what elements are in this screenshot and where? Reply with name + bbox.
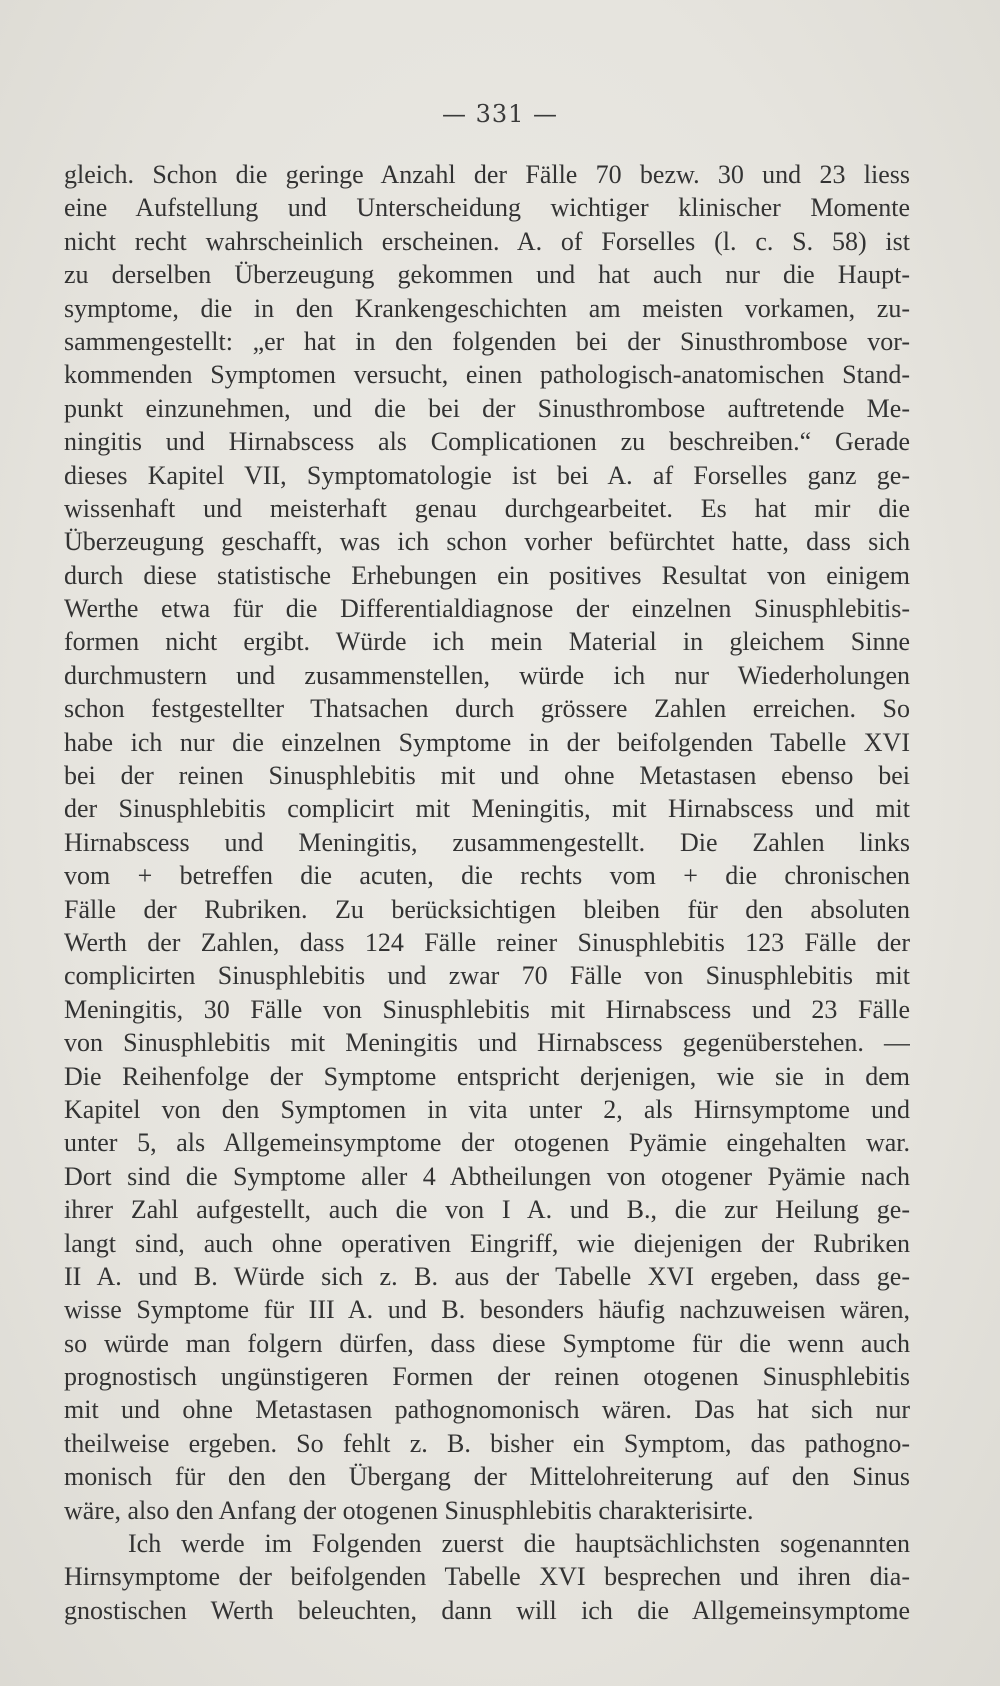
text-line: gnostischen Werth beleuchten, dann will ich die Allgemeinsymptome: [64, 1595, 910, 1625]
text-line: habe ich nur die einzelnen Symptome in der beifolgenden Tabelle XVI: [64, 727, 910, 757]
text-line: vom + betreffen die acuten, die rechts vom + die chronischen: [64, 861, 910, 891]
body-text: [64, 158, 910, 1627]
text-line: sammengestellt: „er hat in den folgenden bei der Sinusthrombose vor-: [64, 326, 910, 356]
text-line: Ich werde im Folgenden zuerst die hauptsächlichsten sogenannten: [128, 1529, 910, 1559]
text-line: wissenhaft und meisterhaft genau durchgearbeitet. Es hat mir die: [64, 493, 910, 523]
text-line: nicht recht wahrscheinlich erscheinen. A. of Forselles (l. c. S. 58) ist: [64, 226, 910, 256]
text-line: dieses Kapitel VII, Symptomatologie ist bei A. af Forselles ganz ge-: [64, 460, 910, 490]
text-line: wisse Symptome für III A. und B. besonders häufig nachzuweisen wären,: [64, 1295, 910, 1325]
text-line: langt sind, auch ohne operativen Eingriff, wie diejenigen der Rubriken: [64, 1228, 910, 1258]
text-line: gleich. Schon die geringe Anzahl der Fälle 70 bezw. 30 und 23 liess: [64, 160, 910, 189]
text-line: durch diese statistische Erhebungen ein positives Resultat von einigem: [64, 560, 910, 590]
text-line: punkt einzunehmen, und die bei der Sinusthrombose auftretende Me-: [64, 393, 910, 423]
text-line: zu derselben Überzeugung gekommen und hat auch nur die Haupt-: [64, 260, 910, 290]
text-line: schon festgestellter Thatsachen durch grössere Zahlen erreichen. So: [64, 694, 910, 724]
text-line: Werthe etwa für die Differentialdiagnose der einzelnen Sinusphlebitis-: [64, 594, 910, 624]
text-line: Hirnsymptome der beifolgenden Tabelle XVI besprechen und ihren dia-: [64, 1562, 910, 1592]
text-line: unter 5, als Allgemeinsymptome der otogenen Pyämie eingehalten war.: [64, 1128, 910, 1158]
text-line: formen nicht ergibt. Würde ich mein Material in gleichem Sinne: [64, 627, 910, 657]
text-line: Hirnabscess und Meningitis, zusammengestellt. Die Zahlen links: [64, 827, 910, 857]
text-line: complicirten Sinusphlebitis und zwar 70 Fälle von Sinusphlebitis mit: [64, 961, 910, 991]
text-line: von Sinusphlebitis mit Meningitis und Hirnabscess gegenüberstehen. —: [64, 1028, 910, 1058]
text-line: durchmustern und zusammenstellen, würde ich nur Wiederholungen: [64, 660, 910, 690]
text-line: bei der reinen Sinusphlebitis mit und ohne Metastasen ebenso bei: [64, 761, 910, 791]
text-line: der Sinusphlebitis complicirt mit Meningitis, mit Hirnabscess und mit: [64, 794, 910, 824]
text-line: ihrer Zahl aufgestellt, auch die von I A. und B., die zur Heilung ge-: [64, 1195, 910, 1225]
text-line: Kapitel von den Symptomen in vita unter 2, als Hirnsymptome und: [64, 1094, 910, 1124]
text-line: theilweise ergeben. So fehlt z. B. bisher ein Symptom, das pathogno-: [64, 1428, 910, 1458]
text-line: Dort sind die Symptome aller 4 Abtheilungen von otogener Pyämie nach: [64, 1161, 910, 1191]
text-line: prognostisch ungünstigeren Formen der reinen otogenen Sinusphlebitis: [64, 1362, 910, 1392]
text-line: ningitis und Hirnabscess als Complicationen zu beschreiben.“ Gerade: [64, 427, 910, 457]
text-line: monisch für den den Übergang der Mittelohreiterung auf den Sinus: [64, 1462, 910, 1492]
text-line: wäre, also den Anfang der otogenen Sinusphlebitis charakterisirte.: [64, 1495, 754, 1525]
text-line: mit und ohne Metastasen pathognomonisch wären. Das hat sich nur: [64, 1395, 910, 1425]
text-line: Überzeugung geschafft, was ich schon vorher befürchtet hatte, dass sich: [64, 527, 910, 557]
text-line: II A. und B. Würde sich z. B. aus der Tabelle XVI ergeben, dass ge-: [64, 1261, 910, 1291]
text-line: Meningitis, 30 Fälle von Sinusphlebitis mit Hirnabscess und 23 Fälle: [64, 994, 910, 1024]
text-line: Die Reihenfolge der Symptome entspricht derjenigen, wie sie in dem: [64, 1061, 910, 1091]
page-number: — 331 —: [441, 100, 559, 128]
text-line: so würde man folgern dürfen, dass diese Symptome für die wenn auch: [64, 1328, 910, 1358]
text-line: Werth der Zahlen, dass 124 Fälle reiner Sinusphlebitis 123 Fälle der: [64, 927, 910, 957]
text-line: kommenden Symptomen versucht, einen pathologisch-anatomischen Stand-: [64, 360, 910, 390]
text-line: eine Aufstellung und Unterscheidung wichtiger klinischer Momente: [64, 193, 910, 223]
text-line: Fälle der Rubriken. Zu berücksichtigen bleiben für den absoluten: [64, 894, 910, 924]
text-line: symptome, die in den Krankengeschichten am meisten vorkamen, zu-: [64, 293, 910, 323]
